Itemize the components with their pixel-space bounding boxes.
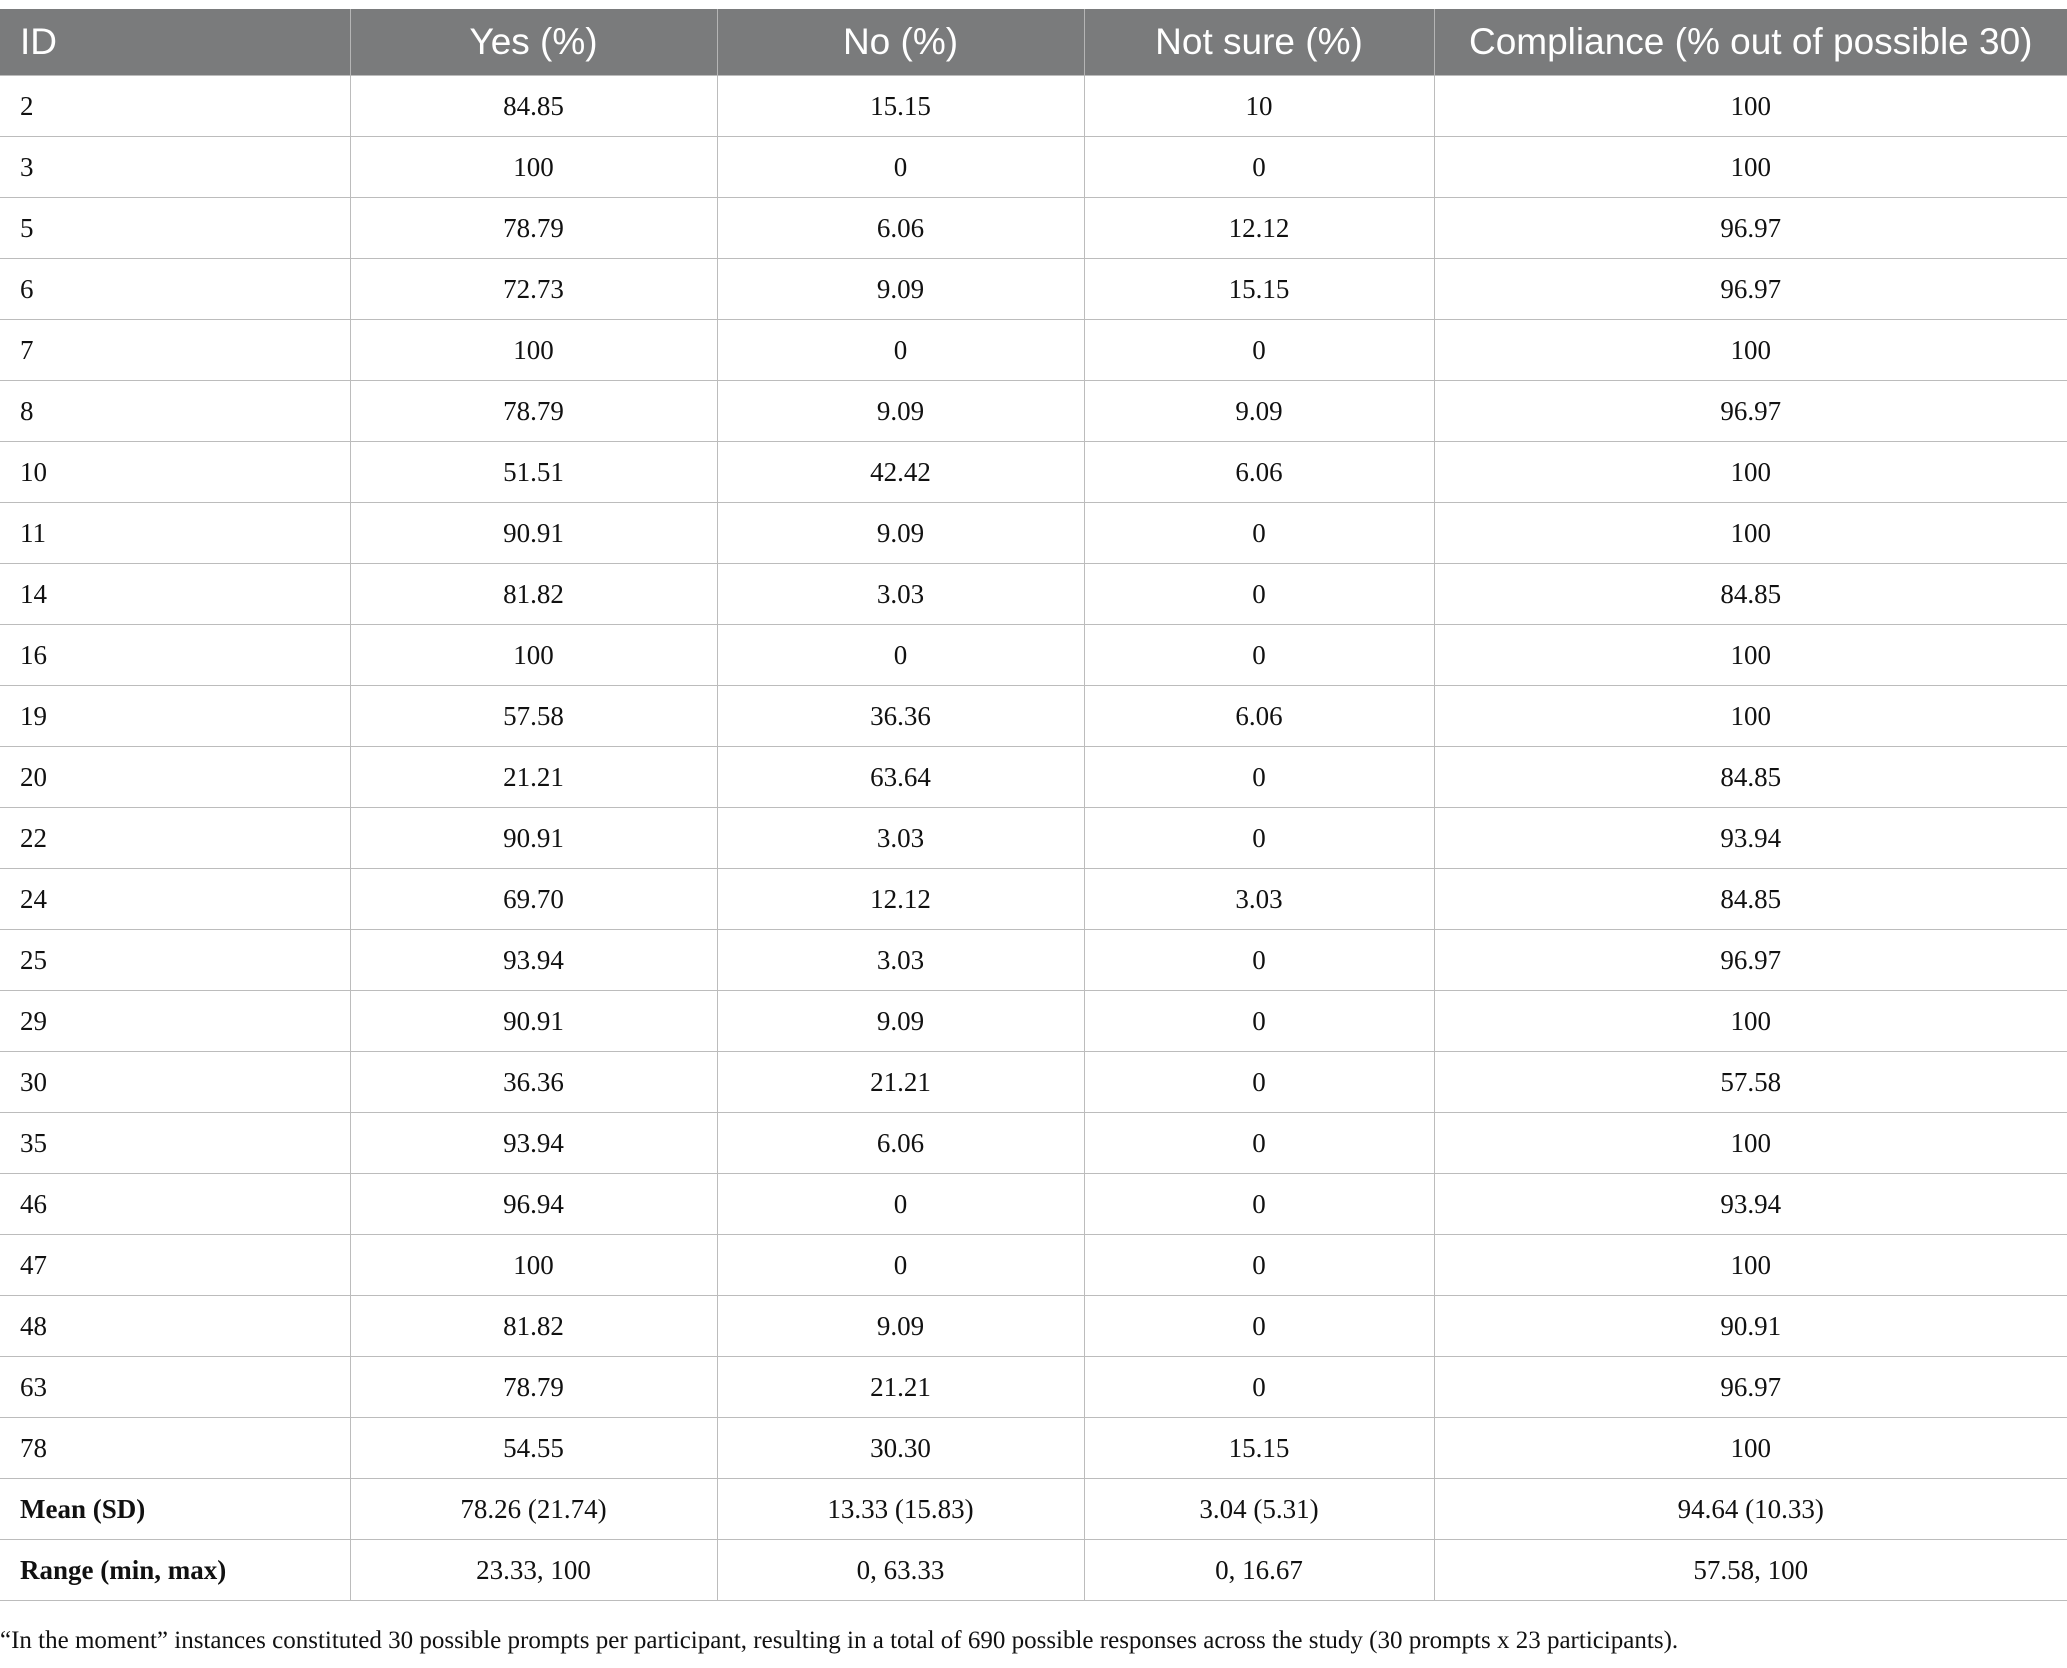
cell-no: 21.21 — [717, 1357, 1084, 1418]
cell-yes: 23.33, 100 — [350, 1540, 717, 1601]
cell-not-sure: 0 — [1084, 1235, 1434, 1296]
cell-id: 46 — [0, 1174, 350, 1235]
column-header-id: ID — [0, 9, 350, 76]
cell-no: 3.03 — [717, 808, 1084, 869]
cell-no: 9.09 — [717, 1296, 1084, 1357]
cell-no: 9.09 — [717, 503, 1084, 564]
cell-no: 36.36 — [717, 686, 1084, 747]
cell-no: 0 — [717, 137, 1084, 198]
column-header-not-sure: Not sure (%) — [1084, 9, 1434, 76]
table-row — [0, 747, 2067, 808]
cell-id: 7 — [0, 320, 350, 381]
cell-id: 63 — [0, 1357, 350, 1418]
cell-compliance: 96.97 — [1434, 259, 2067, 320]
cell-not-sure: 10 — [1084, 76, 1434, 137]
cell-yes: 78.26 (21.74) — [350, 1479, 717, 1540]
table-row — [0, 1052, 2067, 1113]
header-row — [0, 9, 2067, 76]
cell-yes: 36.36 — [350, 1052, 717, 1113]
table-row — [0, 564, 2067, 625]
cell-id: 29 — [0, 991, 350, 1052]
table-row — [0, 320, 2067, 381]
cell-yes: 90.91 — [350, 503, 717, 564]
cell-not-sure: 6.06 — [1084, 442, 1434, 503]
cell-not-sure: 0 — [1084, 564, 1434, 625]
cell-yes: 78.79 — [350, 381, 717, 442]
cell-not-sure: 15.15 — [1084, 259, 1434, 320]
cell-not-sure: 0 — [1084, 320, 1434, 381]
cell-yes: 51.51 — [350, 442, 717, 503]
cell-not-sure: 6.06 — [1084, 686, 1434, 747]
table-row — [0, 1357, 2067, 1418]
cell-yes: 54.55 — [350, 1418, 717, 1479]
cell-compliance: 100 — [1434, 686, 2067, 747]
cell-not-sure: 0 — [1084, 1113, 1434, 1174]
cell-compliance: 84.85 — [1434, 747, 2067, 808]
cell-yes: 69.70 — [350, 869, 717, 930]
table-row — [0, 503, 2067, 564]
table-row — [0, 991, 2067, 1052]
cell-id: 48 — [0, 1296, 350, 1357]
table-row — [0, 442, 2067, 503]
table-row — [0, 137, 2067, 198]
cell-compliance: 57.58 — [1434, 1052, 2067, 1113]
cell-no: 0, 63.33 — [717, 1540, 1084, 1601]
cell-compliance: 94.64 (10.33) — [1434, 1479, 2067, 1540]
cell-yes: 100 — [350, 625, 717, 686]
cell-yes: 100 — [350, 320, 717, 381]
cell-compliance: 100 — [1434, 1235, 2067, 1296]
cell-no: 12.12 — [717, 869, 1084, 930]
cell-id: 16 — [0, 625, 350, 686]
cell-no: 15.15 — [717, 76, 1084, 137]
cell-compliance: 93.94 — [1434, 808, 2067, 869]
cell-no: 0 — [717, 320, 1084, 381]
cell-yes: 100 — [350, 1235, 717, 1296]
cell-id: 6 — [0, 259, 350, 320]
cell-yes: 72.73 — [350, 259, 717, 320]
cell-no: 6.06 — [717, 1113, 1084, 1174]
cell-id: 30 — [0, 1052, 350, 1113]
cell-compliance: 100 — [1434, 1418, 2067, 1479]
cell-compliance: 96.97 — [1434, 930, 2067, 991]
cell-compliance: 84.85 — [1434, 869, 2067, 930]
cell-yes: 90.91 — [350, 808, 717, 869]
cell-not-sure: 0 — [1084, 1174, 1434, 1235]
cell-id: 3 — [0, 137, 350, 198]
cell-not-sure: 3.04 (5.31) — [1084, 1479, 1434, 1540]
cell-yes: 81.82 — [350, 564, 717, 625]
cell-no: 0 — [717, 1174, 1084, 1235]
cell-no: 9.09 — [717, 259, 1084, 320]
cell-yes: 21.21 — [350, 747, 717, 808]
cell-no: 9.09 — [717, 381, 1084, 442]
cell-yes: 78.79 — [350, 1357, 717, 1418]
cell-id: 11 — [0, 503, 350, 564]
cell-not-sure: 0 — [1084, 1357, 1434, 1418]
cell-no: 63.64 — [717, 747, 1084, 808]
cell-yes: 96.94 — [350, 1174, 717, 1235]
table-row — [0, 1174, 2067, 1235]
cell-no: 13.33 (15.83) — [717, 1479, 1084, 1540]
cell-compliance: 84.85 — [1434, 564, 2067, 625]
compliance-table — [0, 9, 2067, 1601]
cell-compliance: 100 — [1434, 991, 2067, 1052]
cell-yes: 93.94 — [350, 930, 717, 991]
cell-compliance: 100 — [1434, 503, 2067, 564]
cell-yes: 90.91 — [350, 991, 717, 1052]
cell-compliance: 100 — [1434, 76, 2067, 137]
cell-id: Range (min, max) — [0, 1540, 350, 1601]
cell-no: 0 — [717, 625, 1084, 686]
cell-id: 25 — [0, 930, 350, 991]
cell-not-sure: 0 — [1084, 503, 1434, 564]
cell-not-sure: 3.03 — [1084, 869, 1434, 930]
cell-not-sure: 0 — [1084, 137, 1434, 198]
cell-id: 78 — [0, 1418, 350, 1479]
cell-yes: 100 — [350, 137, 717, 198]
column-header-yes: Yes (%) — [350, 9, 717, 76]
cell-compliance: 100 — [1434, 1113, 2067, 1174]
cell-yes: 78.79 — [350, 198, 717, 259]
cell-id: 19 — [0, 686, 350, 747]
summary-row — [0, 1479, 2067, 1540]
table-body — [0, 76, 2067, 1601]
cell-no: 9.09 — [717, 991, 1084, 1052]
cell-id: 10 — [0, 442, 350, 503]
cell-not-sure: 0 — [1084, 1052, 1434, 1113]
cell-id: 5 — [0, 198, 350, 259]
cell-id: Mean (SD) — [0, 1479, 350, 1540]
table-row — [0, 625, 2067, 686]
cell-compliance: 96.97 — [1434, 198, 2067, 259]
table-row — [0, 1296, 2067, 1357]
table-row — [0, 930, 2067, 991]
cell-not-sure: 12.12 — [1084, 198, 1434, 259]
table-row — [0, 381, 2067, 442]
cell-not-sure: 9.09 — [1084, 381, 1434, 442]
cell-id: 14 — [0, 564, 350, 625]
table-row — [0, 76, 2067, 137]
cell-id: 35 — [0, 1113, 350, 1174]
cell-yes: 93.94 — [350, 1113, 717, 1174]
cell-compliance: 96.97 — [1434, 1357, 2067, 1418]
cell-no: 3.03 — [717, 564, 1084, 625]
table-row — [0, 198, 2067, 259]
cell-compliance: 100 — [1434, 442, 2067, 503]
table-row — [0, 259, 2067, 320]
cell-no: 21.21 — [717, 1052, 1084, 1113]
table-container — [0, 9, 2067, 1601]
table-row — [0, 869, 2067, 930]
column-header-no: No (%) — [717, 9, 1084, 76]
table-row — [0, 1418, 2067, 1479]
cell-compliance: 100 — [1434, 137, 2067, 198]
cell-compliance: 96.97 — [1434, 381, 2067, 442]
cell-no: 6.06 — [717, 198, 1084, 259]
cell-id: 22 — [0, 808, 350, 869]
cell-yes: 57.58 — [350, 686, 717, 747]
cell-compliance: 93.94 — [1434, 1174, 2067, 1235]
cell-no: 30.30 — [717, 1418, 1084, 1479]
cell-no: 42.42 — [717, 442, 1084, 503]
cell-yes: 84.85 — [350, 76, 717, 137]
summary-row — [0, 1540, 2067, 1601]
table-row — [0, 686, 2067, 747]
table-footnote: “In the moment” instances constituted 30 possible prompts per participant, resulting in a total of 690 possible responses across the study (30 prompts x 23 participants). — [0, 1627, 1679, 1654]
cell-compliance: 100 — [1434, 320, 2067, 381]
table-row — [0, 1113, 2067, 1174]
cell-not-sure: 15.15 — [1084, 1418, 1434, 1479]
cell-not-sure: 0 — [1084, 930, 1434, 991]
cell-no: 3.03 — [717, 930, 1084, 991]
cell-id: 8 — [0, 381, 350, 442]
cell-not-sure: 0 — [1084, 747, 1434, 808]
table-header — [0, 9, 2067, 76]
column-header-compliance: Compliance (% out of possible 30) — [1434, 9, 2067, 76]
cell-not-sure: 0 — [1084, 625, 1434, 686]
cell-not-sure: 0 — [1084, 991, 1434, 1052]
cell-id: 2 — [0, 76, 350, 137]
cell-not-sure: 0 — [1084, 808, 1434, 869]
cell-compliance: 90.91 — [1434, 1296, 2067, 1357]
cell-yes: 81.82 — [350, 1296, 717, 1357]
cell-not-sure: 0 — [1084, 1296, 1434, 1357]
cell-not-sure: 0, 16.67 — [1084, 1540, 1434, 1601]
cell-compliance: 100 — [1434, 625, 2067, 686]
cell-compliance: 57.58, 100 — [1434, 1540, 2067, 1601]
cell-id: 47 — [0, 1235, 350, 1296]
table-row — [0, 808, 2067, 869]
table-row — [0, 1235, 2067, 1296]
cell-id: 20 — [0, 747, 350, 808]
cell-id: 24 — [0, 869, 350, 930]
cell-no: 0 — [717, 1235, 1084, 1296]
